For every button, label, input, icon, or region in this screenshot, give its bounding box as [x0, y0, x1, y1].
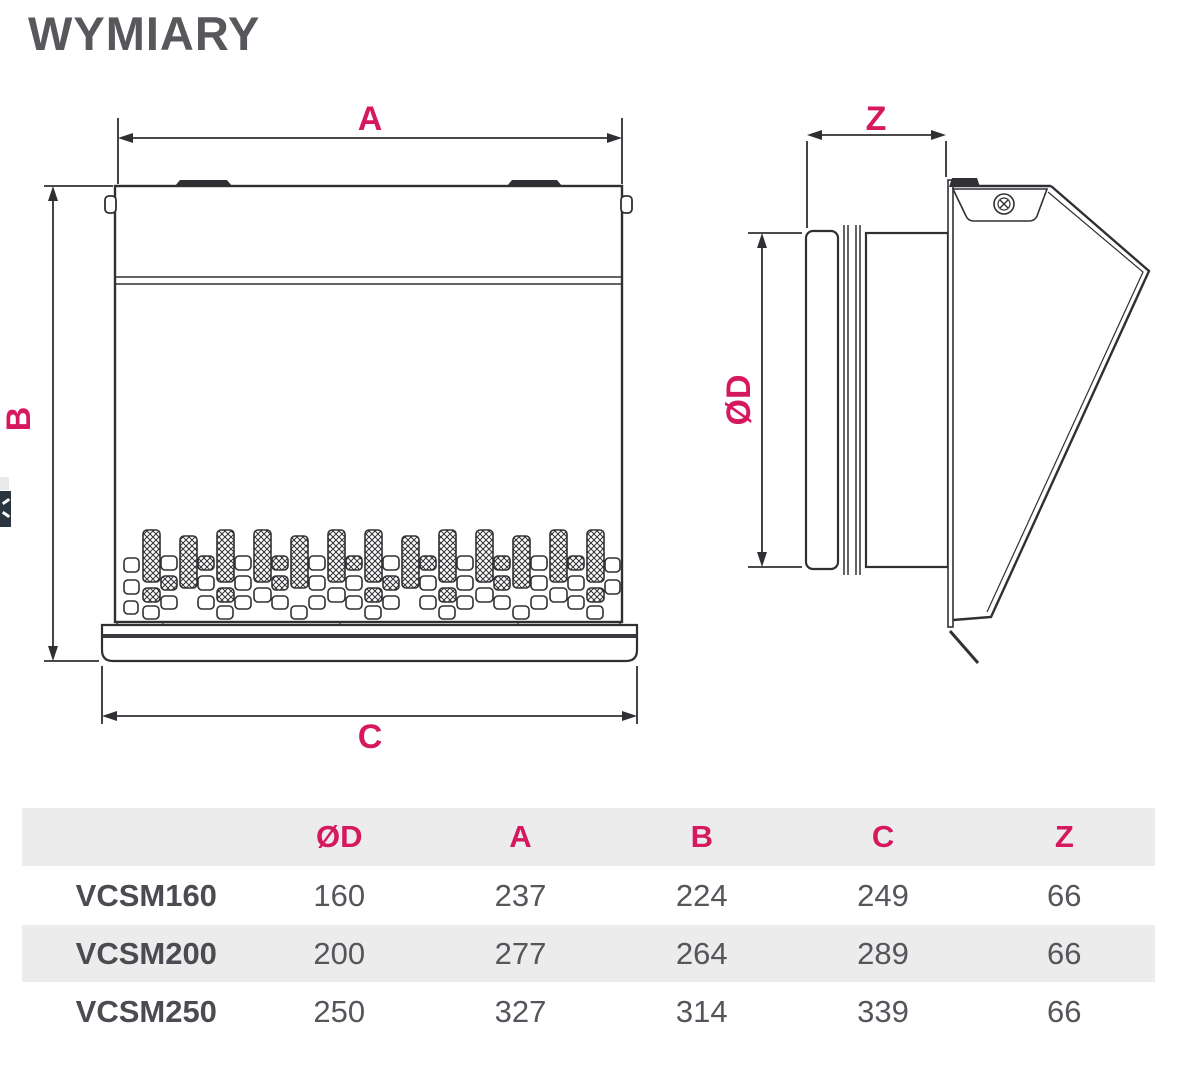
dim-b-arrow — [44, 186, 113, 661]
page-title: WYMIARY — [28, 7, 261, 60]
value-cell: 249 — [857, 877, 909, 913]
header-cell-a: A — [509, 819, 532, 854]
front-right-side-tab — [621, 196, 632, 213]
front-left-side-tab — [105, 196, 116, 213]
value-cell: 264 — [675, 935, 728, 971]
screw-icon — [994, 194, 1014, 214]
dim-label-a: A — [357, 100, 383, 138]
header-cell-od: ØD — [315, 819, 363, 854]
value-cell: 237 — [494, 877, 547, 913]
value-cell: 289 — [857, 935, 909, 971]
model-cell: VCSM250 — [75, 993, 217, 1029]
hood-top-tab — [949, 178, 980, 187]
table-row — [22, 983, 1155, 1040]
model-cell: VCSM200 — [75, 935, 217, 971]
model-cell: VCSM160 — [75, 877, 217, 913]
value-cell: 277 — [494, 935, 547, 971]
front-top-clip-left — [175, 180, 232, 186]
front-base-plate — [102, 625, 637, 661]
front-top-clip-right — [507, 180, 562, 186]
dim-label-d: ØD — [720, 374, 758, 426]
value-cell: 160 — [313, 877, 366, 913]
value-cell: 200 — [313, 935, 366, 971]
value-cell: 250 — [313, 993, 366, 1029]
dim-label-z: Z — [865, 100, 887, 138]
header-cell-b: B — [690, 819, 713, 854]
front-view — [44, 118, 637, 724]
value-cell: 66 — [1047, 935, 1082, 971]
value-cell: 66 — [1047, 993, 1082, 1029]
wall-plate — [948, 180, 953, 627]
table-header-row — [22, 808, 1155, 866]
dim-z-arrow — [807, 130, 946, 228]
table-row — [22, 925, 1155, 982]
dim-label-c: C — [357, 718, 383, 756]
value-cell: 314 — [675, 993, 728, 1029]
header-cell-model — [22, 808, 249, 866]
value-cell: 66 — [1047, 877, 1082, 913]
value-cell: 224 — [675, 877, 728, 913]
hood-outline — [948, 178, 1149, 663]
value-cell: 339 — [857, 993, 909, 1029]
header-cell-z: Z — [1054, 819, 1074, 854]
dimensions-table — [22, 808, 1155, 1041]
hood-bottom-hook — [950, 631, 978, 663]
dim-label-b: B — [0, 406, 38, 432]
side-view — [748, 130, 1149, 663]
table-row — [22, 867, 1155, 924]
value-cell: 327 — [494, 993, 547, 1029]
dim-c-arrow — [102, 666, 637, 724]
header-cell-c: C — [871, 819, 895, 854]
duct-collar — [806, 225, 948, 575]
